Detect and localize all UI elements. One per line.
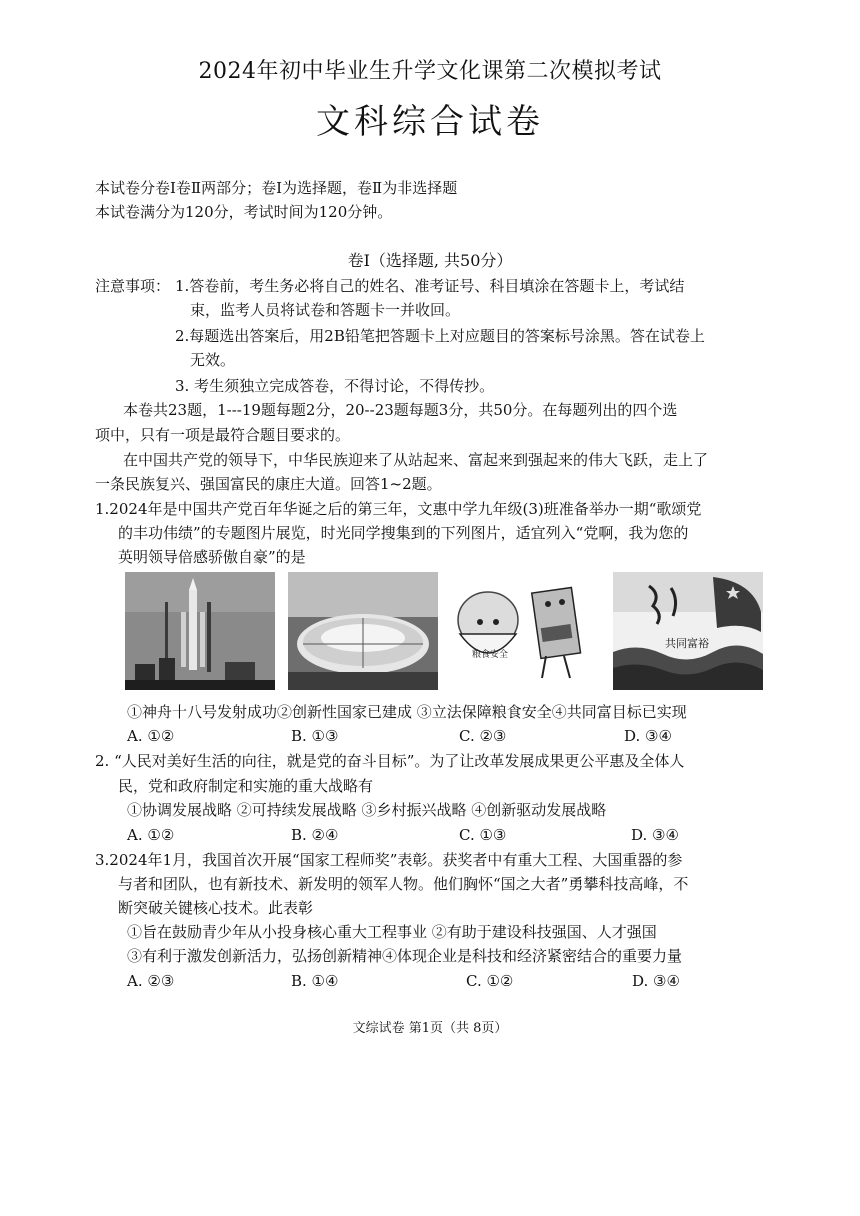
q2-stem: 民，党和政府制定和实施的重大战略有 [118,777,374,795]
food-security-cartoon [450,572,600,690]
section-title: 卷Ⅰ（选择题, 共50分） [347,251,513,270]
q3-stem: 与者和团队，也有新技术、新发明的领军人物。他们胸怀“国之大者”勇攀科技高峰，不 [118,875,689,893]
q1-option-c: C. ②③ [459,727,507,745]
notes-line: 1.答卷前，考生务必将自己的姓名、准考证号、科目填涂在答题卡上，考试结 [175,277,685,295]
notes-line: 无效。 [190,351,236,369]
q2-items: ①协调发展战略 ②可持续发展战略 ③乡村振兴战略 ④创新驱动发展战略 [127,801,607,819]
q1-stem: 的丰功伟绩”的专题图片展览，时光同学搜集到的下列图片，适宜列入“党啊，我为您的 [118,524,689,542]
page-footer: 文综试卷 第1页（共 8页） [352,1021,508,1036]
intro-line: 本试卷分卷Ⅰ卷Ⅱ两部分；卷Ⅰ为选择题，卷Ⅱ为非选择题 [95,179,458,197]
common-prosperity-image [613,572,763,690]
q2-option-c: C. ①③ [459,826,507,844]
q1-stem: 英明领导倍感骄傲自豪”的是 [118,548,306,566]
exam-title: 2024年初中毕业生升学文化课第二次模拟考试 [198,59,662,84]
q2-option-a: A. ①② [127,826,175,844]
paper-title: 文科综合试卷 [316,102,544,142]
q1-captions: ①神舟十八号发射成功②创新性国家已建成 ③立法保障粮食安全④共同富目标已实现 [127,703,687,721]
instruction-line: 一条民族复兴、强国富民的康庄大道。回答1~2题。 [95,475,442,493]
instruction-line: 在中国共产党的领导下，中华民族迎来了从站起来、富起来到强起来的伟大飞跃，走上了 [123,451,709,469]
food-security-label: 粮食安全 [472,650,509,660]
q3-option-b: B. ①④ [291,972,339,990]
rocket-launch-image [125,572,275,690]
q2-option-b: B. ②④ [291,826,339,844]
notes-line: 2.每题选出答案后，用2B铅笔把答题卡上对应题目的答案标号涂黑。答在试卷上 [175,327,705,345]
q3-stem: 3.2024年1月，我国首次开展“国家工程师奖”表彰。获奖者中有重大工程、大国重器的参 [95,851,683,869]
q3-option-c: C. ①② [466,972,514,990]
intro-line: 本试卷满分为120分，考试时间为120分钟。 [95,203,393,221]
q3-item: ③有利于激发创新活力，弘扬创新精神④体现企业是科技和经济紧密结合的重要力量 [127,947,683,965]
notes-line: 束，监考人员将试卷和答题卡一并收回。 [190,301,461,319]
q1-option-d: D. ③④ [624,727,672,745]
q2-stem: 2. “人民对美好生活的向往，就是党的奋斗目标”。为了让改革发展成果更公平惠及全体人 [95,752,685,770]
q1-option-b: B. ①③ [291,727,339,745]
q1-option-a: A. ①② [127,727,175,745]
q3-option-a: A. ②③ [127,972,175,990]
q3-item: ①旨在鼓励青少年从小投身核心重大工程事业 ②有助于建设科技强国、人才强国 [127,923,657,941]
telescope-dish-image [288,572,438,690]
q2-option-d: D. ③④ [631,826,679,844]
instruction-line: 本卷共23题，1---19题每题2分，20--23题每题3分，共50分。在每题列出的四个选 [123,401,678,419]
q3-option-d: D. ③④ [632,972,680,990]
notes-line: 3. 考生须独立完成答卷，不得讨论，不得传抄。 [175,377,495,395]
q1-stem: 1.2024年是中国共产党百年华诞之后的第三年，文惠中学九年级(3)班准备举办一期“歌颂党 [95,500,702,518]
notes-label: 注意事项： [95,277,171,295]
instruction-line: 项中，只有一项是最符合题目要求的。 [95,426,351,444]
q3-stem: 断突破关键核心技术。此表彰 [118,899,314,917]
common-prosperity-label: 共同富裕 [665,637,709,650]
